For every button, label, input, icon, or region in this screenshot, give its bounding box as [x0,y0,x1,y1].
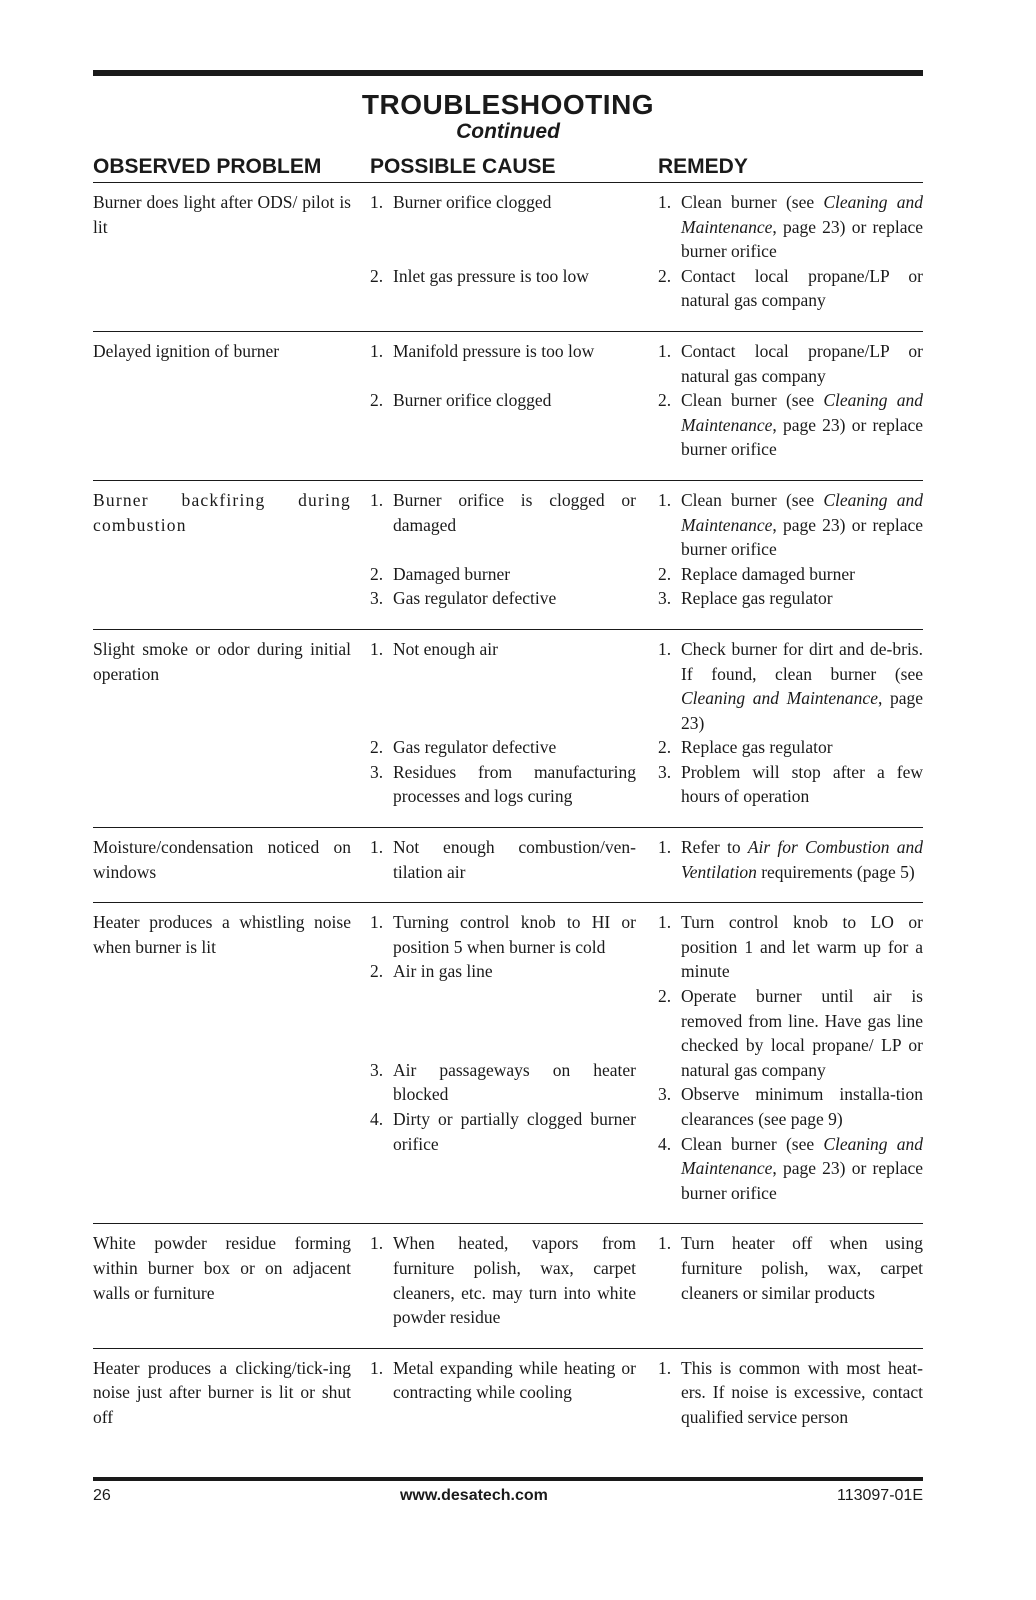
cause-item: 1. Manifold pressure is too low [370,340,595,361]
remedy-item: 1. Turn control knob to LO or position 1 and let warm up for a minute [658,912,923,982]
header-observed-problem: OBSERVED PROBLEM [93,155,322,178]
remedy-cell [658,339,923,462]
cause-item: 1. When heated, vapors from furniture polish, wax, carpet cleaners, etc. may turn into white powder residue [370,1233,636,1328]
remedy-item: 1. Turn heater off when using furniture polish, wax, carpet cleaners or similar products [658,1233,923,1303]
cause-cell [370,339,636,462]
cause-item: 2. Damaged burner [370,563,511,584]
website-link[interactable]: www.desatech.com [399,1487,548,1504]
problem-cell: Burner does light after ODS/ pilot is lit [93,192,351,237]
problem-cell: Burner backfiring during combustion [93,489,351,535]
table-row [93,481,923,630]
remedy-cell [658,1356,923,1430]
cause-cell [370,1231,636,1329]
cause-item: 3. Air passageways on heater blocked [370,1059,636,1105]
table-row [93,1224,923,1348]
remedy-cell [658,637,923,809]
cause-item: 3. Gas regulator defective [370,588,557,609]
remedy-cell [658,488,923,611]
header-possible-cause: POSSIBLE CAUSE [370,155,556,178]
remedy-item: 1. Clean burner (see Cleaning and Maintenance, page 23) or replace burner orifice [658,192,923,262]
problem-cell: Heater produces a clicking/tick-ing noise just after burner is lit or shut off [93,1357,351,1427]
cause-item: 1. Metal expanding while heating or contracting while cooling [370,1357,636,1403]
table-row [93,183,923,332]
header-remedy: REMEDY [658,155,748,178]
cause-item: 2. Inlet gas pressure is too low [370,265,589,286]
remedy-item: 1. Clean burner (see Cleaning and Maintenance, page 23) or replace burner orifice [658,489,923,560]
remedy-item: 1. Contact local propane/LP or natural gas company [658,340,923,386]
cause-item: 3. Residues from manufacturing processes and logs curing [370,761,636,807]
problem-cell: Moisture/condensation noticed on windows [93,837,351,882]
cause-item: 1. Not enough air [370,638,498,659]
remedy-cell [658,190,923,313]
table-row [93,332,923,481]
problem-cell: White powder residue forming within burner box or on adjacent walls or furniture [93,1233,351,1303]
remedy-item: 2. Replace damaged burner [658,563,855,584]
remedy-item: 1. Check burner for dirt and de-bris. If found, clean burner (see Cleaning and Maintenance, page 23) [658,638,923,733]
problem-cell: Delayed ignition of burner [93,340,280,361]
cause-item: 1. Not enough combustion/ven-tilation air [370,837,636,882]
remedy-item: 2. Clean burner (see Cleaning and Maintenance, page 23) or replace burner orifice [658,390,923,460]
table-row [93,903,923,1224]
top-rule [93,70,923,76]
remedy-item: 4. Clean burner (see Cleaning and Maintenance, page 23) or replace burner orifice [658,1133,923,1203]
remedy-cell [658,1231,923,1329]
bottom-rule [93,1477,923,1481]
column-headers [93,154,923,183]
table-row [93,630,923,828]
problem-cell: Heater produces a whistling noise when burner is lit [93,912,351,957]
remedy-item: 3. Replace gas regulator [658,588,833,609]
problem-cell: Slight smoke or odor during initial operation [93,638,351,684]
cause-cell [370,488,636,611]
remedy-item: 2. Contact local propane/LP or natural gas company [658,265,923,311]
page-number: 26 [93,1487,111,1504]
cause-item: 4. Dirty or partially clogged burner orifice [370,1109,636,1154]
remedy-cell [658,835,923,884]
page-footer [93,1486,923,1506]
page-title: TROUBLESHOOTING [361,89,655,120]
cause-cell [370,190,636,313]
page-subtitle: Continued [456,120,560,143]
cause-cell [370,835,636,884]
remedy-item: 2. Operate burner until air is removed from line. Have gas line checked by local propane/ LP or natural gas company [658,986,923,1080]
cause-cell [370,1356,636,1430]
remedy-item: 1. Refer to Air for Combustion and Ventilation requirements (page 5) [658,837,923,882]
remedy-cell [658,910,923,1205]
remedy-item: 3. Observe minimum installa-tion clearances (see page 9) [658,1084,923,1129]
table-row [93,1349,923,1448]
document-number: 113097-01E [836,1487,923,1504]
cause-cell [370,637,636,809]
cause-item: 1. Turning control knob to HI or position 5 when burner is cold [370,912,636,957]
table-row [93,828,923,903]
cause-item: 2. Air in gas line [370,961,493,982]
cause-item: 1. Burner orifice clogged [370,192,552,212]
cause-item: 2. Burner orifice clogged [370,390,552,411]
cause-cell [370,910,636,1205]
remedy-item: 1. This is common with most heat-ers. If noise is excessive, contact qualified service person [658,1357,923,1427]
cause-item: 1. Burner orifice is clogged or damaged [370,489,636,535]
cause-item: 2. Gas regulator defective [370,737,557,758]
remedy-item: 3. Problem will stop after a few hours of operation [658,761,923,807]
remedy-item: 2. Replace gas regulator [658,737,833,758]
document-page [93,70,923,1448]
